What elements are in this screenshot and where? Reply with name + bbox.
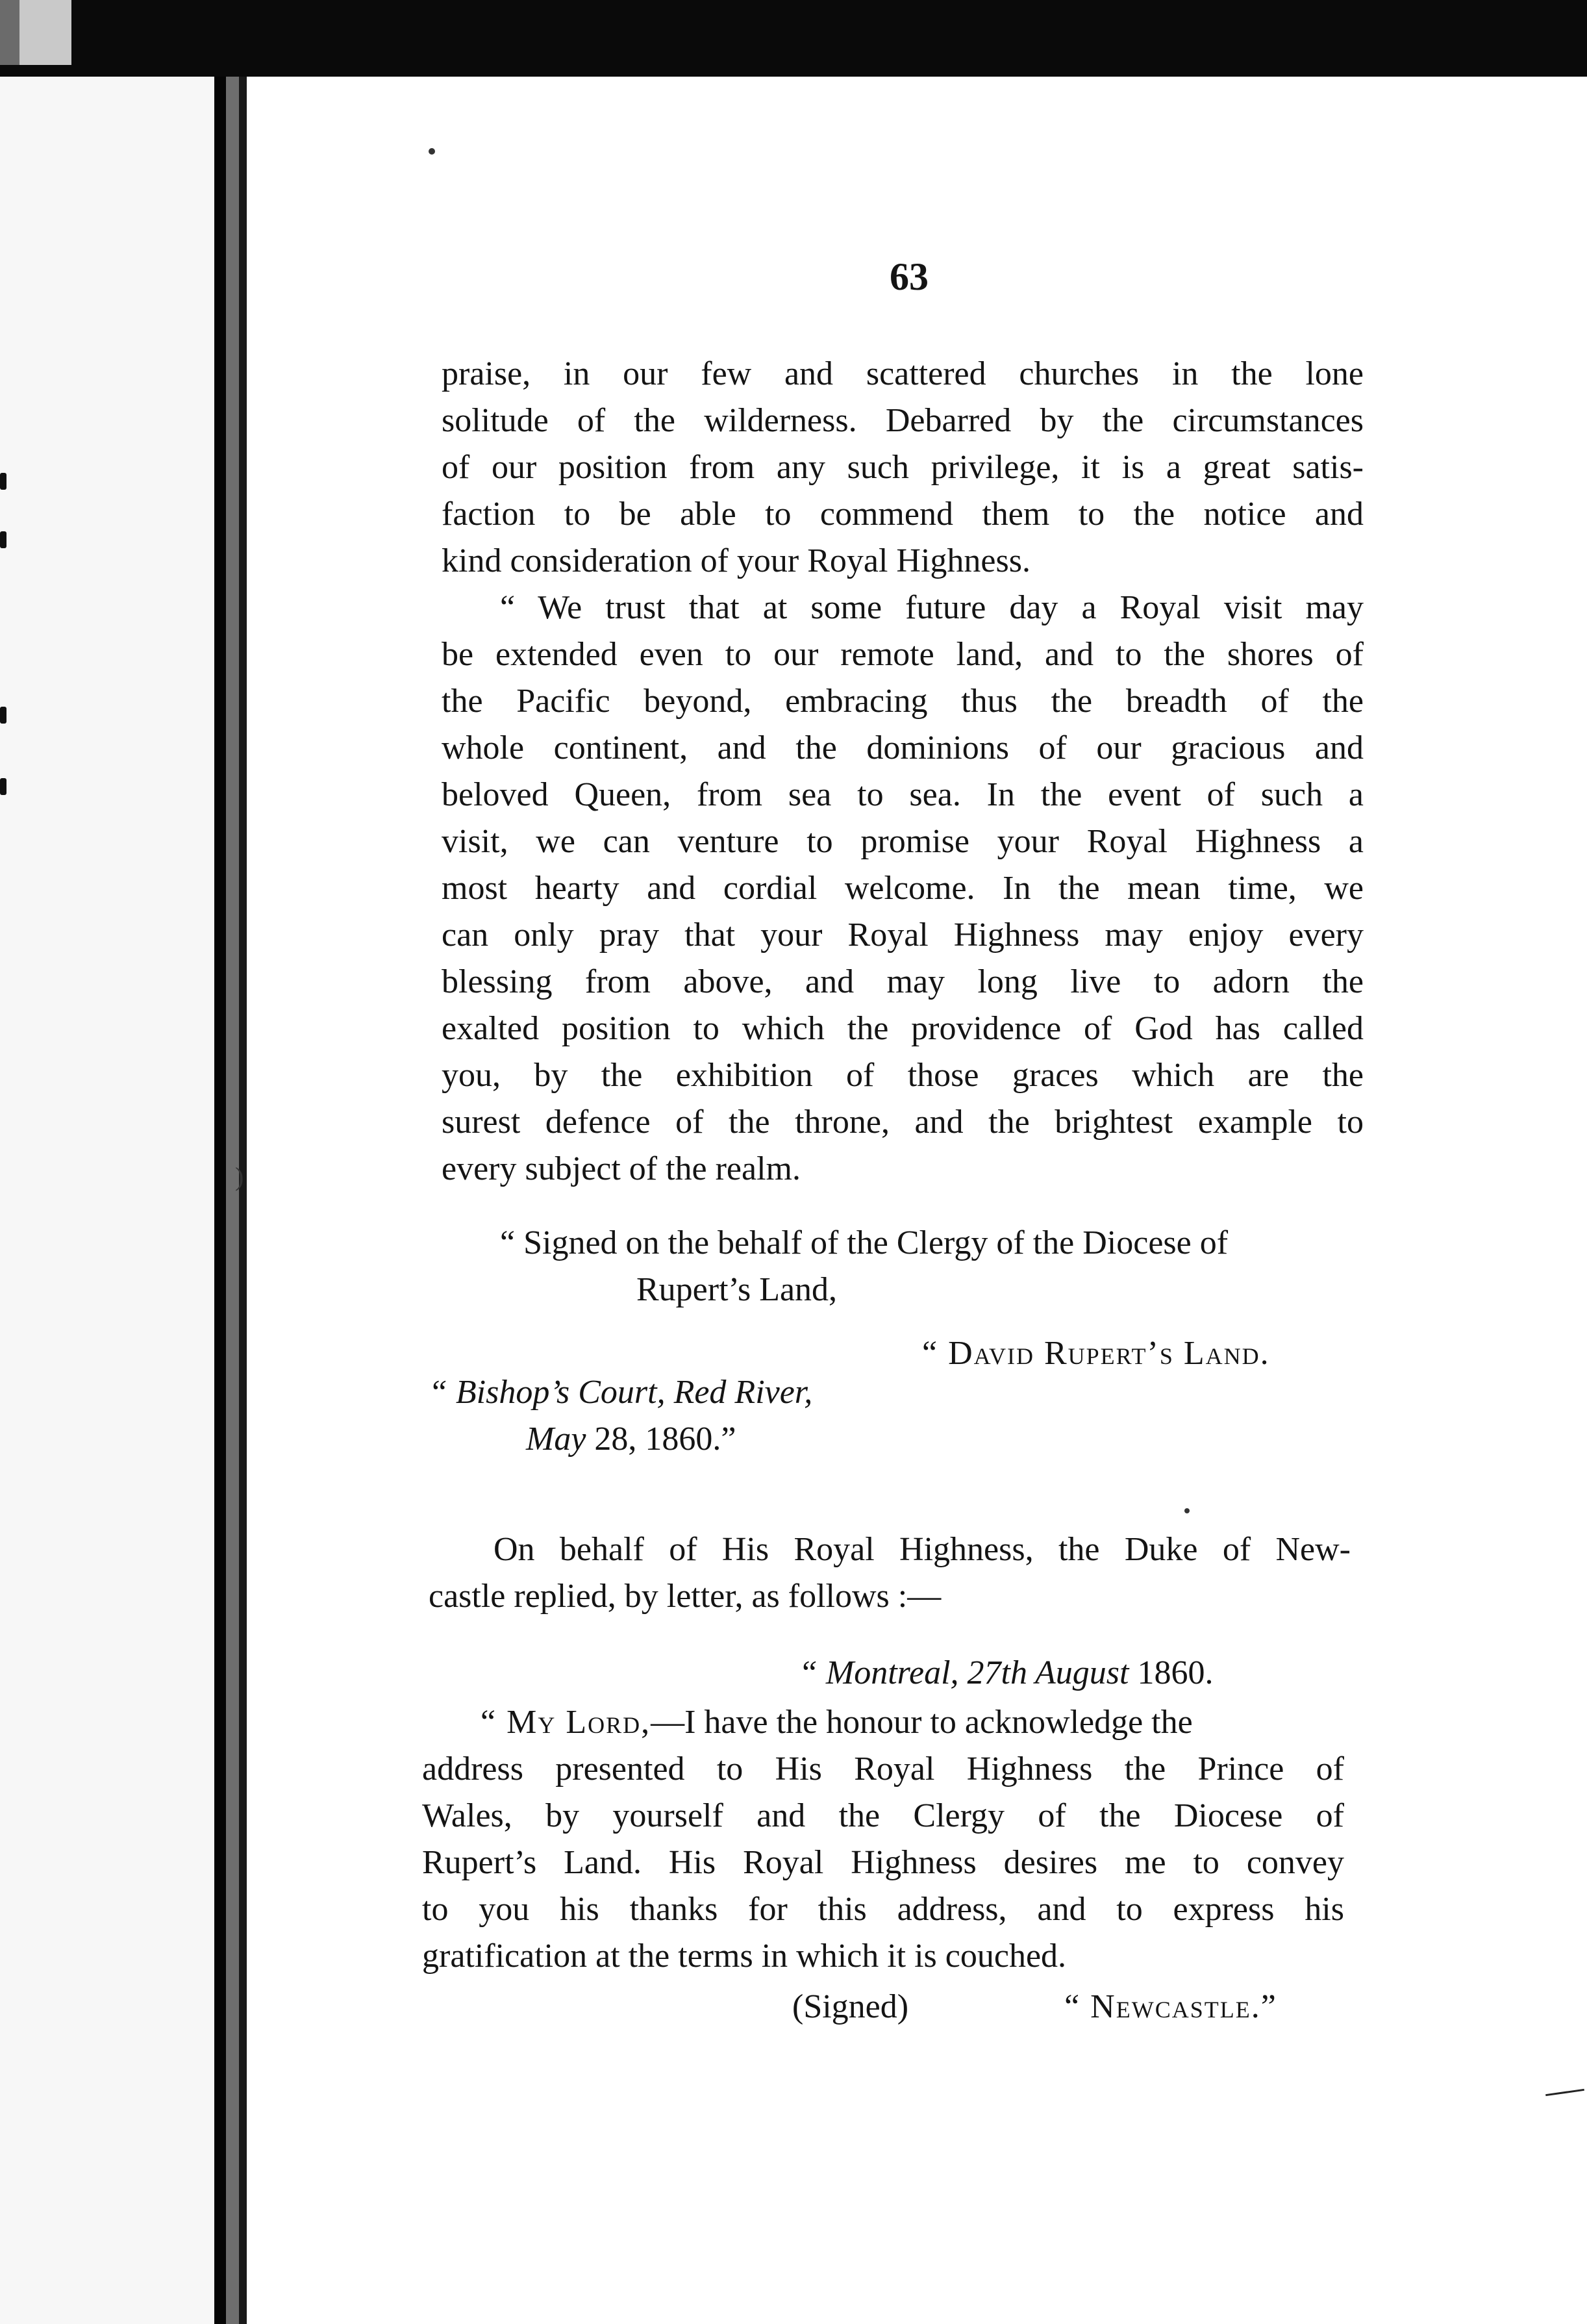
- text-line: “ We trust that at some future day a Royal visit may: [500, 589, 1364, 626]
- signed-line: “ Signed on the behalf of the Clergy of the Diocese of: [500, 1224, 1229, 1261]
- letter-year: 1860.: [1129, 1654, 1214, 1691]
- text-line: solitude of the wilderness. Debarred by the circumstances: [442, 402, 1364, 439]
- page-number: 63: [890, 255, 929, 298]
- stray-mark: ): [235, 1162, 244, 1191]
- text-line: whole continent, and the dominions of our gracious and: [442, 729, 1364, 766]
- letter-place: “ Montreal, 27th August: [799, 1654, 1129, 1691]
- book-gutter: [214, 77, 226, 2324]
- salutation: “ My Lord,: [481, 1704, 651, 1741]
- text-line: On behalf of His Royal Highness, the Duke of New-: [494, 1531, 1351, 1568]
- letter-place-date: [422, 1650, 1344, 1697]
- text-line: the Pacific beyond, embracing thus the breadth of the: [442, 683, 1364, 720]
- letter-body: [422, 1699, 1344, 1980]
- scan-corner-edge: [0, 0, 19, 65]
- salutation-rest: —I have the honour to acknowledge the: [651, 1704, 1193, 1741]
- text-line: faction to be able to commend them to the notice and: [442, 496, 1364, 533]
- text-line: castle replied, by letter, as follows :—: [429, 1578, 942, 1615]
- letter-signature: [422, 1984, 1344, 2030]
- signature-text: “ David Rupert’s Land.: [922, 1335, 1270, 1372]
- text-line: blessing from above, and may long live to adorn the: [442, 963, 1364, 1000]
- book-gutter-edge: [239, 77, 247, 2324]
- book-gutter-shadow: [226, 77, 239, 2324]
- stray-dot: [1184, 1508, 1190, 1513]
- signature-line: [422, 1984, 1344, 2030]
- date-rest: 28, 1860.”: [586, 1421, 736, 1458]
- bleed-mark: [0, 707, 6, 724]
- bleed-mark: [0, 531, 6, 548]
- stray-dot: [429, 148, 435, 155]
- address-paragraph: [442, 585, 1364, 1193]
- date-month: May: [526, 1421, 586, 1458]
- text-line: of our position from any such privilege, it is a great satis-: [442, 449, 1364, 486]
- text-line: Rupert’s Land. His Royal Highness desires me to convey: [422, 1844, 1344, 1881]
- text-line: Wales, by yourself and the Clergy of the Diocese of: [422, 1797, 1344, 1834]
- text-line: [422, 1699, 1344, 1746]
- text-line: gratification at the terms in which it is couched.: [422, 1938, 1067, 1975]
- text-line: to you his thanks for this address, and to express his: [422, 1891, 1344, 1928]
- date-line: [429, 1416, 1351, 1463]
- signature-text: “ Newcastle.”: [1064, 1988, 1277, 2025]
- text-line: every subject of the realm.: [442, 1150, 801, 1187]
- letter-dateline: [422, 1650, 1344, 1697]
- text-line: beloved Queen, from sea to sea. In the event of such a: [442, 776, 1364, 813]
- text-line: praise, in our few and scattered churches in the lone: [442, 355, 1364, 392]
- scan-top-border: [0, 0, 1587, 77]
- facing-page-edge: [0, 77, 214, 2324]
- text-line: address presented to His Royal Highness the Prince of: [422, 1750, 1344, 1787]
- paragraph-continuation: [442, 351, 1364, 585]
- place-date-block: [429, 1369, 1351, 1463]
- text-line: most hearty and cordial welcome. In the mean time, we: [442, 870, 1364, 907]
- text-line: you, by the exhibition of those graces which are the: [442, 1057, 1364, 1094]
- reply-intro: [429, 1526, 1351, 1620]
- text-line: exalted position to which the providence of God has called: [442, 1010, 1364, 1047]
- signature-block: [442, 1220, 1364, 1313]
- bleed-mark: [0, 473, 6, 490]
- text-line: kind consideration of your Royal Highness.: [442, 542, 1031, 579]
- text-line: visit, we can venture to promise your Royal Highness a: [442, 823, 1364, 860]
- text-line: can only pray that your Royal Highness may enjoy every: [442, 916, 1364, 954]
- text-line: surest defence of the throne, and the brightest example to: [442, 1104, 1364, 1141]
- bleed-mark: [0, 778, 6, 795]
- signed-label: (Signed): [792, 1988, 909, 2025]
- place-line: “ Bishop’s Court, Red River,: [429, 1374, 813, 1411]
- text-line: be extended even to our remote land, and to the shores of: [442, 636, 1364, 673]
- signed-line-diocese: Rupert’s Land,: [636, 1271, 838, 1308]
